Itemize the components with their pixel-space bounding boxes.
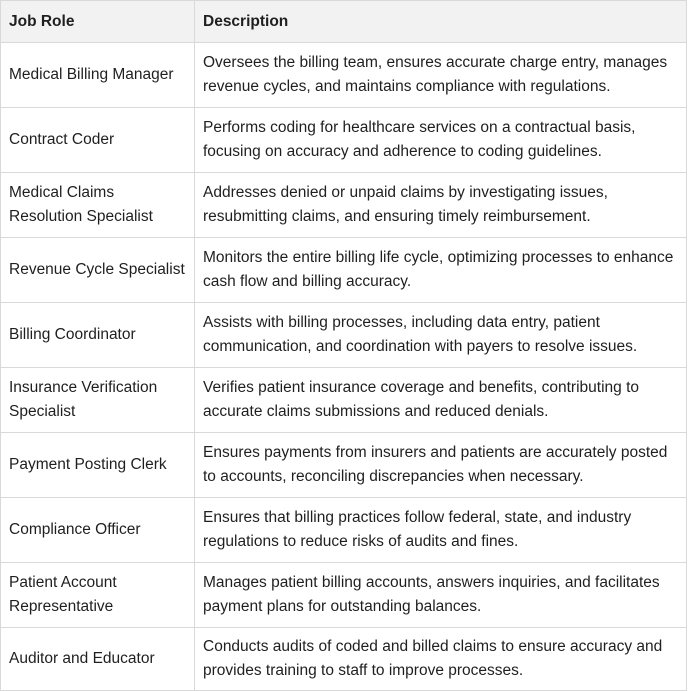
job-role-cell: Payment Posting Clerk (1, 433, 195, 498)
job-role-cell: Revenue Cycle Specialist (1, 238, 195, 303)
column-header-job-role: Job Role (1, 1, 195, 43)
job-role-cell: Auditor and Educator (1, 628, 195, 691)
description-cell: Monitors the entire billing life cycle, optimizing processes to enhance cash flow and billing accuracy. (195, 238, 687, 303)
job-role-cell: Medical Billing Manager (1, 43, 195, 108)
table-row (1, 43, 687, 108)
table-row (1, 498, 687, 563)
job-role-cell: Contract Coder (1, 108, 195, 173)
description-cell: Ensures that billing practices follow federal, state, and industry regulations to reduce risks of audits and fines. (195, 498, 687, 563)
job-role-cell: Insurance Verification Specialist (1, 368, 195, 433)
description-cell: Manages patient billing accounts, answers inquiries, and facilitates payment plans for outstanding balances. (195, 563, 687, 628)
table-row (1, 433, 687, 498)
table-row (1, 108, 687, 173)
table-row (1, 628, 687, 691)
description-cell: Oversees the billing team, ensures accurate charge entry, manages revenue cycles, and maintains compliance with regulations. (195, 43, 687, 108)
table-row (1, 173, 687, 238)
table-row (1, 368, 687, 433)
table-row (1, 563, 687, 628)
table-row (1, 238, 687, 303)
table-row (1, 303, 687, 368)
description-cell: Verifies patient insurance coverage and benefits, contributing to accurate claims submissions and reduced denials. (195, 368, 687, 433)
job-role-cell: Compliance Officer (1, 498, 195, 563)
description-cell: Performs coding for healthcare services on a contractual basis, focusing on accuracy and adherence to coding guidelines. (195, 108, 687, 173)
job-role-cell: Billing Coordinator (1, 303, 195, 368)
description-cell: Assists with billing processes, including data entry, patient communication, and coordination with payers to resolve issues. (195, 303, 687, 368)
job-role-cell: Patient Account Representative (1, 563, 195, 628)
column-header-description: Description (195, 1, 687, 43)
description-cell: Addresses denied or unpaid claims by investigating issues, resubmitting claims, and ensuring timely reimbursement. (195, 173, 687, 238)
job-role-cell: Medical Claims Resolution Specialist (1, 173, 195, 238)
description-cell: Conducts audits of coded and billed claims to ensure accuracy and provides training to staff to improve processes. (195, 628, 687, 691)
table-header-row (1, 1, 687, 43)
description-cell: Ensures payments from insurers and patients are accurately posted to accounts, reconciling discrepancies when necessary. (195, 433, 687, 498)
